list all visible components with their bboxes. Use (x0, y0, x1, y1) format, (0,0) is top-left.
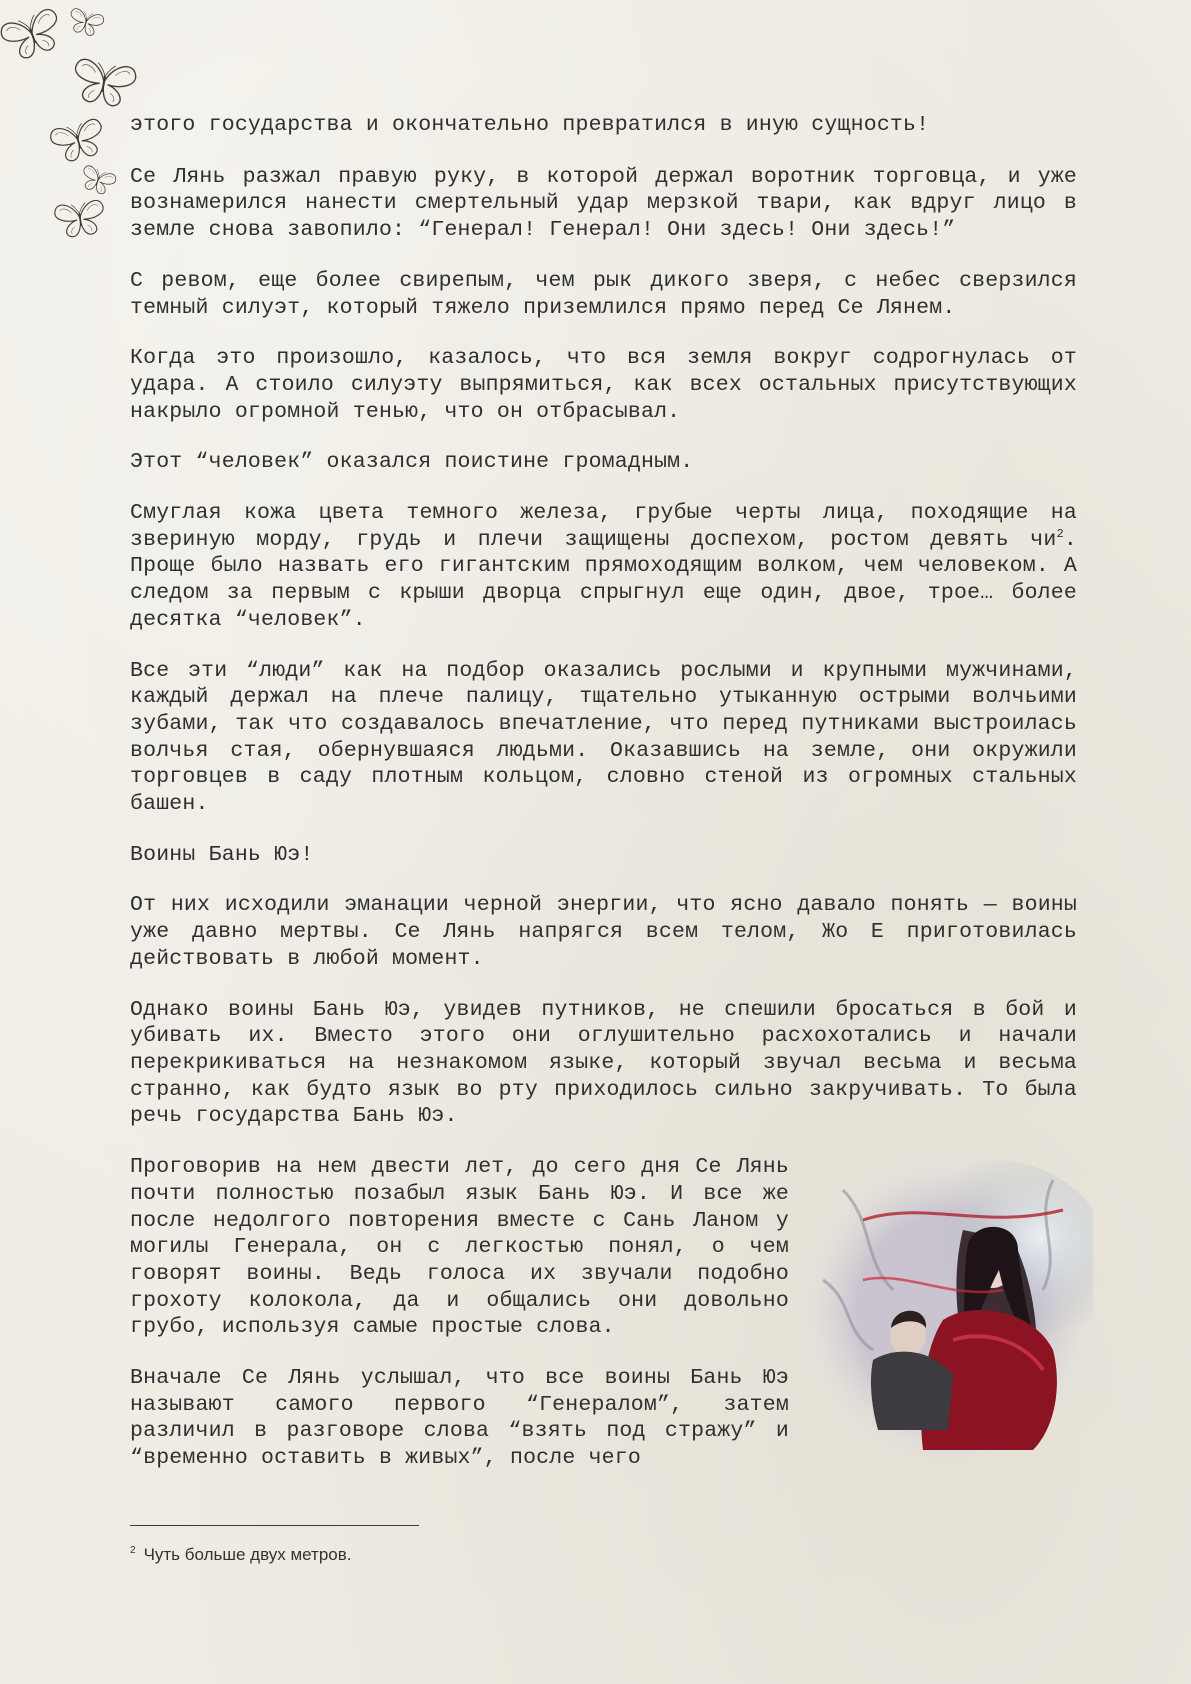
paragraph-text: . Проще было назвать его гигантским прямоходящим волком, чем человеком. А следом за первым с крыши дворца спрыгнул еще один, двое, трое… более десятка “человек”. (130, 527, 1077, 632)
paragraph: Вначале Се Лянь услышал, что все воины Бань Юэ называют самого первого “Генералом”, затем различил в разговоре слова “взять под стражу” и “временно оставить в живых”, после чего (130, 1366, 789, 1471)
body-text (130, 112, 1077, 1496)
footnote-number: 2 (130, 1545, 136, 1557)
paragraph-text: Смуглая кожа цвета темного железа, грубые черты лица, походящие на звериную морду, грудь и плечи защищены доспехом, ростом девять чи (130, 501, 1077, 552)
footnote-text: Чуть больше двух метров. (143, 1545, 352, 1564)
paragraph (130, 500, 1077, 634)
footnote-reference[interactable]: 2 (1056, 526, 1064, 541)
paragraph: Се Лянь разжал правую руку, в которой держал воротник торговца, и уже вознамерился нанести смертельный удар мерзкой твари, как вдруг лицо в земле снова завопило: “Генерал! Генерал! Они здесь! Они здесь!” (130, 164, 1077, 243)
paragraph: этого государства и окончательно превратился в иную сущность! (130, 113, 930, 137)
footnote (130, 1545, 352, 1565)
paragraph: Воины Бань Юэ! (130, 842, 314, 867)
paragraph: Однако воины Бань Юэ, увидев путников, не спешили бросаться в бой и убивать их. Вместо этого они оглушительно расхохотались и начали перекрикиваться на незнакомом языке, который звучал весьма и весьма странно, как будто язык во рту приходилось сильно закручивать. То была речь государства Бань Юэ. (130, 997, 1077, 1129)
illustration-image (803, 1160, 1093, 1460)
paragraph: Все эти “люди” как на подбор оказались рослыми и крупными мужчинами, каждый держал на плече палицу, тщательно утыканную острыми волчьими зубами, так что создавалось впечатление, что перед путниками выстроилась волчья стая, обернувшаяся людьми. Оказавшись на земле, они окружили торговцев в саду плотным кольцом, словно стеной из огромных стальных башен. (130, 658, 1077, 817)
paragraph: От них исходили эманации черной энергии, что ясно давало понять — воины уже давно мертвы. Се Лянь напрягся всем телом, Жо Е приготовилась действовать в любой момент. (130, 893, 1077, 971)
paragraph: Этот “человек” оказался поистине громадным. (130, 450, 694, 475)
footnote-separator (130, 1525, 419, 1526)
paragraph: С ревом, еще более свирепым, чем рык дикого зверя, с небес сверзился темный силуэт, который тяжело приземлился прямо перед Се Лянем. (130, 268, 1077, 320)
butterfly-icon (0, 0, 140, 250)
paragraph: Когда это произошло, казалось, что вся земля вокруг содрогнулась от удара. А стоило силуэту выпрямиться, как всех остальных присутствующих накрыло огромной тенью, что он отбрасывал. (130, 346, 1077, 424)
paragraph (130, 1154, 1077, 1341)
paragraph-text: Проговорив на нем двести лет, до сего дня Се Лянь почти полностью позабыл язык Бань Юэ. И все же после недолгого повторения вместе с Сань Ланом у могилы Генерала, он с легкостью понял, о чем говорят воины. Ведь голоса их звучали подобно грохоту колокола, да и общались они довольно грубо, используя самые простые слова. (130, 1155, 789, 1340)
